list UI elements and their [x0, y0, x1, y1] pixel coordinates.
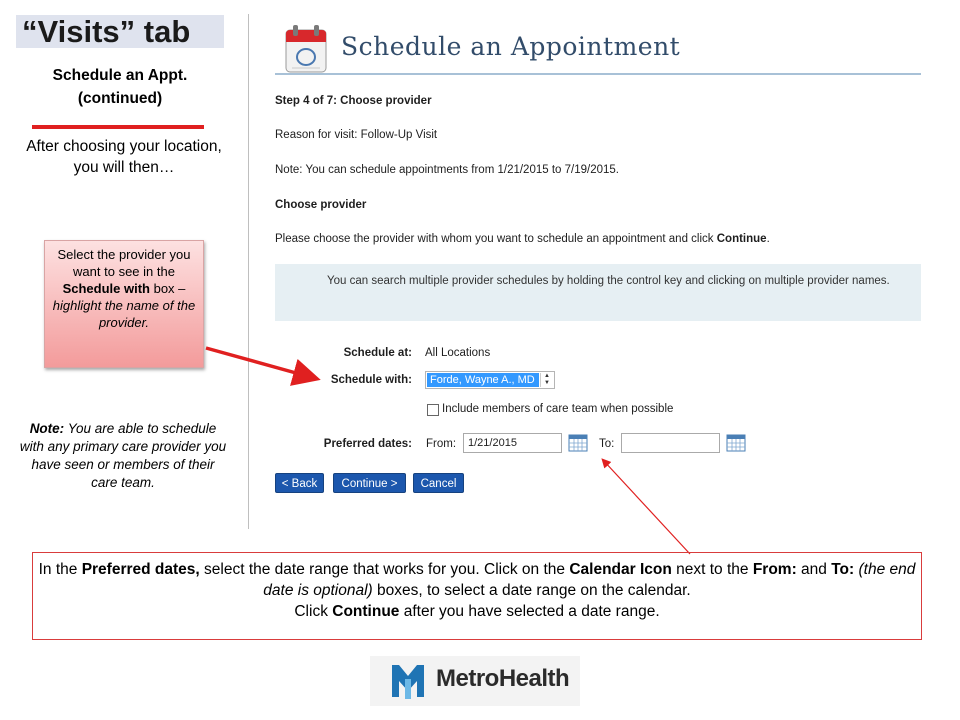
- subtitle-line-1: Schedule an Appt.: [52, 67, 188, 84]
- to-label: To:: [599, 438, 615, 450]
- page-title: Schedule an Appointment: [341, 32, 681, 61]
- arrow-to-calendar: [603, 460, 690, 554]
- arrow-to-select: [206, 348, 314, 378]
- callout-text-a: Select the provider you want to see in the: [57, 247, 191, 279]
- instr-i1: (the end date is optional): [263, 561, 916, 599]
- instr-p5: boxes, to select a date range on the calendar.: [372, 582, 691, 599]
- instruction-bold: Continue: [716, 233, 767, 245]
- metrohealth-logo-icon: [388, 661, 428, 701]
- logo-text: MetroHealth: [436, 665, 570, 692]
- subtitle-line-2: (continued): [77, 90, 163, 107]
- info-box: You can search multiple provider schedules by holding the control key and clicking on multiple provider names.: [275, 264, 921, 321]
- note-label: Note:: [29, 421, 65, 436]
- instr-b5: Continue: [332, 603, 400, 620]
- selected-provider[interactable]: Forde, Wayne A., MD: [427, 373, 539, 387]
- from-label: From:: [426, 438, 457, 450]
- instr-p7: after you have selected a date range.: [399, 603, 660, 620]
- callout-bold: Schedule with: [62, 281, 150, 296]
- instr-p1: In the: [38, 561, 82, 578]
- instr-b1: Preferred dates,: [81, 561, 200, 578]
- reason-text: Reason for visit: Follow-Up Visit: [275, 129, 438, 141]
- instruction-post: .: [766, 233, 770, 245]
- preferred-dates-label: Preferred dates:: [323, 438, 412, 450]
- step-text: Step 4 of 7: Choose provider: [275, 95, 432, 107]
- note-body: You are able to schedule with any primary care provider you have seen or members of their care team.: [19, 421, 227, 490]
- cancel-button[interactable]: Cancel: [413, 473, 464, 493]
- date-range-note: Note: You can schedule appointments from 1/21/2015 to 7/19/2015.: [275, 164, 619, 176]
- schedule-at-label: Schedule at:: [343, 347, 412, 359]
- back-button[interactable]: < Back: [275, 473, 324, 493]
- instr-p2: select the date range that works for you. Click on the: [199, 561, 570, 578]
- instr-b3: From:: [752, 561, 797, 578]
- choose-provider-heading: Choose provider: [275, 199, 367, 211]
- intro-text: After choosing your location, you will then…: [26, 138, 222, 176]
- schedule-at-value: All Locations: [425, 347, 491, 359]
- care-team-label: Include members of care team when possible: [442, 403, 674, 415]
- instr-b4: To:: [831, 561, 855, 578]
- schedule-with-label: Schedule with:: [330, 374, 412, 386]
- spinner-icon[interactable]: ▲ ▼: [540, 373, 553, 387]
- tab-title: “Visits” tab: [16, 15, 224, 48]
- callout-italic: highlight the name of the provider.: [52, 298, 196, 330]
- callout-text-b: box –: [149, 281, 186, 296]
- instr-p3: next to the: [671, 561, 753, 578]
- instruction-box: [32, 552, 922, 640]
- continue-button[interactable]: Continue >: [333, 473, 406, 493]
- metrohealth-logo: [370, 656, 580, 706]
- instr-p4: and: [796, 561, 832, 578]
- instruction-pre: Please choose the provider with whom you want to schedule an appointment and click: [275, 233, 717, 245]
- from-date-input[interactable]: 1/21/2015: [463, 433, 562, 453]
- instr-b2: Calendar Icon: [569, 561, 672, 578]
- instr-p6: Click: [294, 603, 333, 620]
